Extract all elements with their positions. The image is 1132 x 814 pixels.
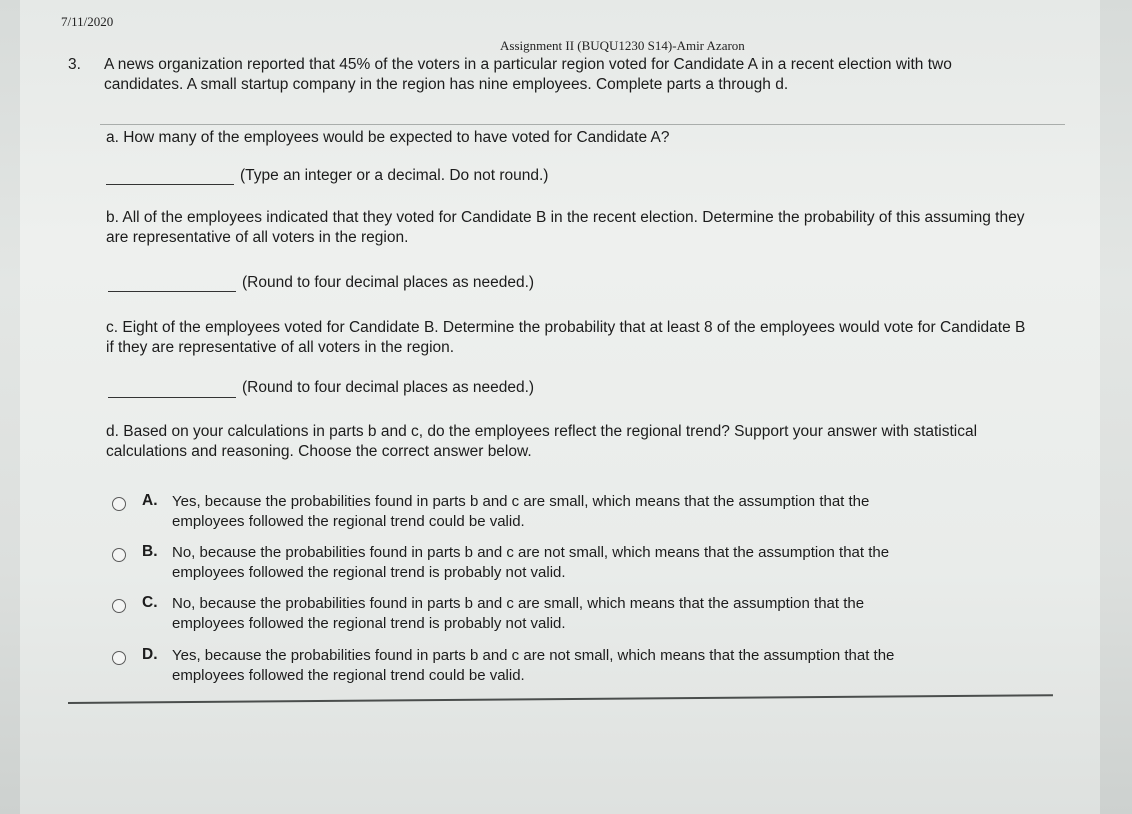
choice-d-letter: D. <box>142 646 158 663</box>
question-number: 3. <box>68 56 81 73</box>
choice-c-letter: C. <box>142 594 158 611</box>
paper-sheet <box>20 0 1100 814</box>
part-c-answer-blank[interactable] <box>108 397 236 398</box>
part-a-answer-blank[interactable] <box>106 184 234 185</box>
part-b-prompt: b. All of the employees indicated that they voted for Candidate B in the recent election. Determine the probability of this assuming they are representative of all voters in the region. <box>106 209 1025 246</box>
choice-b-text[interactable]: No, because the probabilities found in parts b and c are not small, which means that the assumption that the employees followed the regional trend is probably not valid. <box>172 544 890 581</box>
choice-a-radio[interactable] <box>112 497 126 511</box>
part-d-prompt: d. Based on your calculations in parts b and c, do the employees reflect the regional trend? Support your answer with statistical calculations and reasoning. Choose the correct answer below. <box>106 423 978 460</box>
choice-c-radio[interactable] <box>112 599 126 613</box>
part-c-prompt: c. Eight of the employees voted for Candidate B. Determine the probability that at least 8 of the employees would vote for Candidate B if they are representative of all voters in the region. <box>106 319 1026 356</box>
part-a-hint: (Type an integer or a decimal. Do not round.) <box>240 167 549 184</box>
print-date: 7/11/2020 <box>61 14 114 29</box>
part-b-answer-blank[interactable] <box>108 291 236 292</box>
choice-b-radio[interactable] <box>112 548 126 562</box>
choice-a-text[interactable]: Yes, because the probabilities found in parts b and c are small, which means that the assumption that the employees followed the regional trend could be valid. <box>172 493 870 530</box>
part-b-hint: (Round to four decimal places as needed.) <box>242 274 535 291</box>
part-c-hint: (Round to four decimal places as needed.) <box>242 379 535 396</box>
choice-a-letter: A. <box>142 492 158 509</box>
section-divider <box>100 124 1065 125</box>
assignment-header: Assignment II (BUQU1230 S14)-Amir Azaron <box>500 38 745 53</box>
choice-d-radio[interactable] <box>112 651 126 665</box>
choice-b-letter: B. <box>142 543 158 560</box>
choice-c-text[interactable]: No, because the probabilities found in parts b and c are small, which means that the assumption that the employees followed the regional trend is probably not valid. <box>172 595 865 632</box>
part-a-prompt: a. How many of the employees would be expected to have voted for Candidate A? <box>106 129 670 146</box>
question-intro: A news organization reported that 45% of the voters in a particular region voted for Candidate A in a recent election with two candidates. A small startup company in the region has nine employees. Complete parts a through d. <box>104 56 952 93</box>
choice-d-text[interactable]: Yes, because the probabilities found in parts b and c are not small, which means that the assumption that the employees followed the regional trend could be valid. <box>172 647 895 684</box>
